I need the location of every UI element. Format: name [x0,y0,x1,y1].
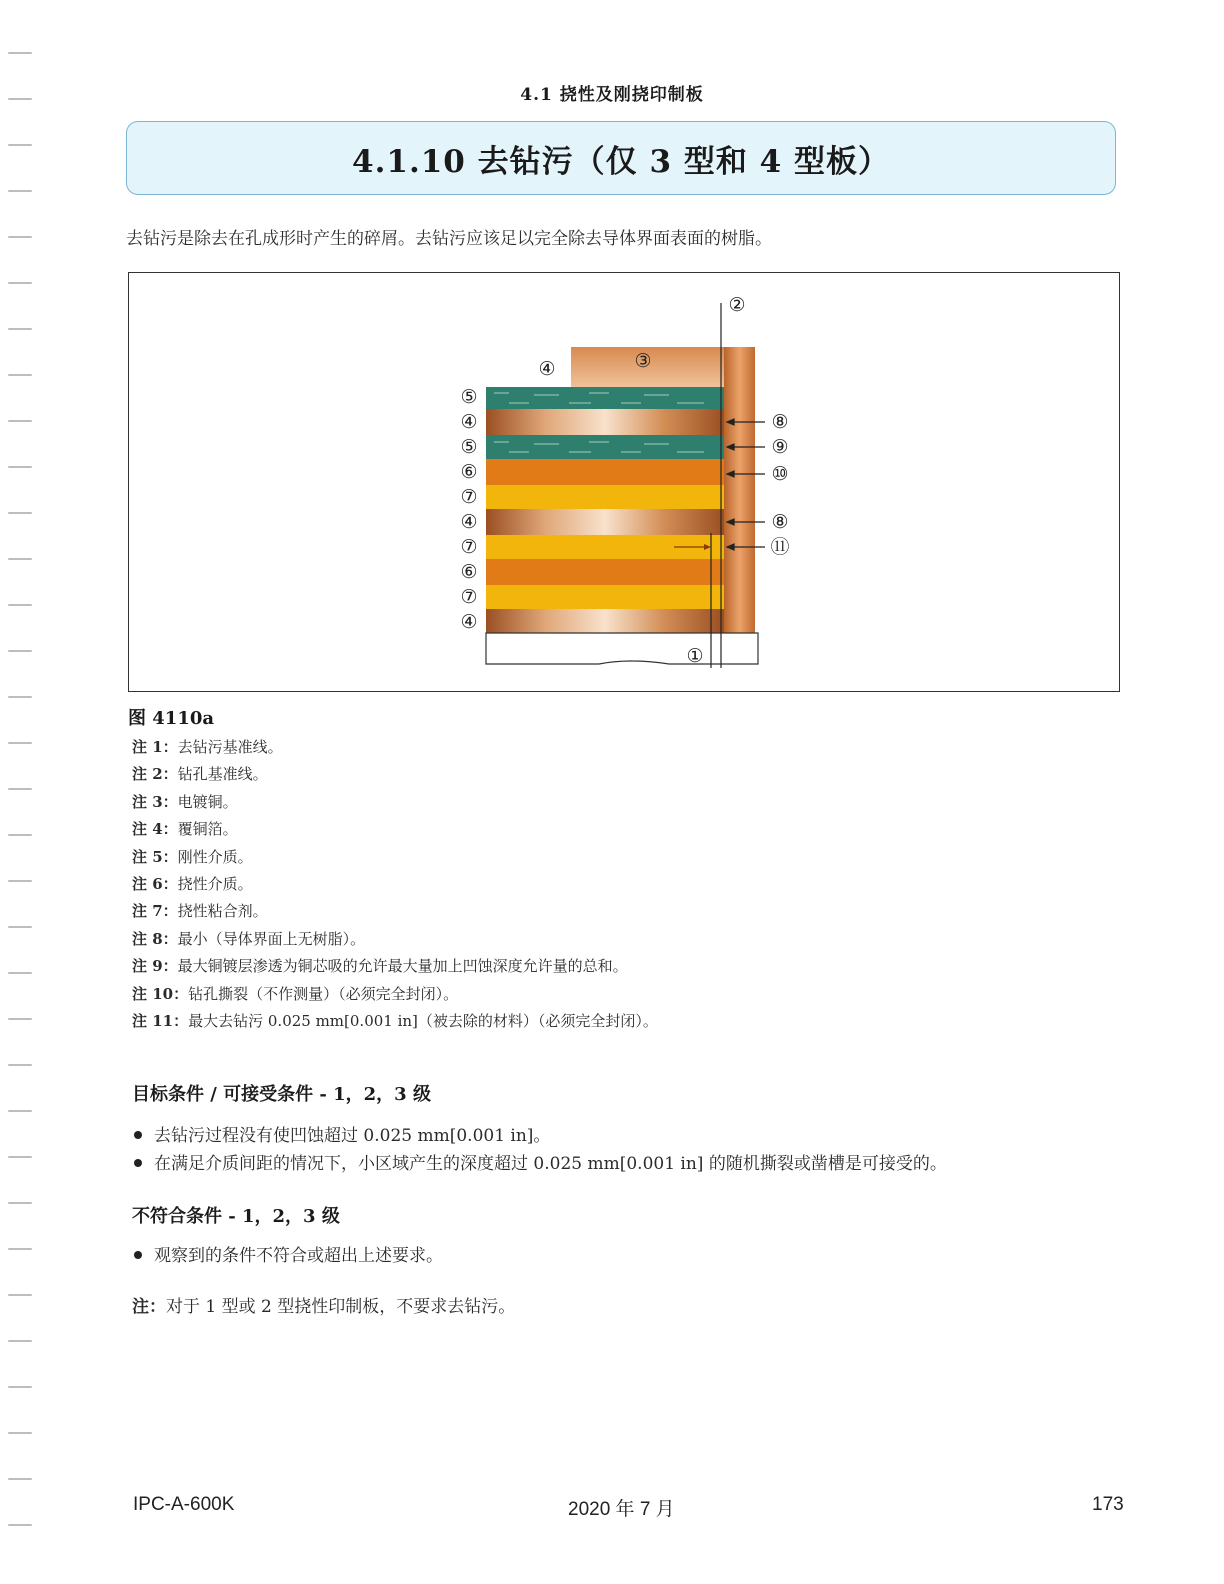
binding-tick [8,236,32,238]
binding-tick [8,834,32,836]
bullet-icon [134,1131,142,1139]
left-label-3: ⑤ [460,436,478,458]
binding-tick [8,650,32,652]
binding-tick [8,880,32,882]
layer-stack-diagram [129,273,1121,693]
bottom-label-1: ① [686,645,704,667]
left-label-1: ⑤ [460,386,478,408]
binding-tick [8,1524,32,1526]
target-heading: 目标条件 / 可接受条件 - 1，2，3 级 [132,1084,431,1105]
right-label-2: ⑨ [771,436,789,458]
left-label-7: ⑦ [460,536,478,558]
left-label-10: ④ [460,611,478,633]
binding-tick [8,512,32,514]
layer-flex-dielectric-2 [486,559,724,585]
nonconform-heading: 不符合条件 - 1，2，3 级 [132,1206,340,1227]
page-number: 173 [1092,1494,1124,1515]
note-item [132,1008,658,1035]
section-header: 4.1 挠性及刚挠印制板 [520,85,704,105]
layer-adhesive-1 [486,485,724,509]
bullet-item [134,1122,947,1150]
note-text: 最大铜镀层渗透为铜芯吸的允许最大量加上凹蚀深度允许量的总和。 [177,957,628,976]
note-item [132,898,658,925]
binding-tick [8,604,32,606]
left-label-6: ④ [460,511,478,533]
figure-caption: 图 4110a [128,708,215,729]
note-label: 注 8： [132,929,178,948]
note-item [132,981,658,1008]
note-label: 注 1： [132,738,178,756]
nonconform-bullets [134,1242,443,1270]
note-item [132,871,658,898]
right-label-3: ⑩ [771,463,789,485]
binding-tick [8,144,32,146]
note-item [132,926,658,953]
binding-tick [8,788,32,790]
plated-hole-wall [724,347,755,633]
binding-tick [8,282,32,284]
top-label-2: ② [728,294,746,316]
layer-copper-foil-3 [486,609,724,633]
layer-copper-foil-1 [486,409,724,435]
binding-tick [8,1202,32,1204]
note-text: 挠性粘合剂。 [177,902,268,921]
binding-tick [8,420,32,422]
note-text: 刚性介质。 [177,847,253,866]
bullet-item [134,1242,443,1270]
bullet-text: 观察到的条件不符合或超出上述要求。 [154,1246,443,1266]
note-text: 最小（导体界面上无树脂）。 [177,929,366,948]
title-box [126,121,1116,195]
note-item [132,953,658,980]
binding-tick [8,52,32,54]
left-label-9: ⑦ [460,586,478,608]
final-note [132,1292,515,1317]
binding-tick [8,696,32,698]
binding-tick [8,1156,32,1158]
left-label-4: ⑥ [460,461,478,483]
note-item [132,844,658,871]
binding-tick [8,466,32,468]
binding-tick [8,190,32,192]
note-text: 钻孔基准线。 [177,765,268,784]
binding-tick [8,1294,32,1296]
note-label: 注 7： [132,902,178,921]
binding-tick [8,1018,32,1020]
bullet-text: 去钻污过程没有使凹蚀超过 0.025 mm[0.001 in]。 [154,1126,551,1146]
notes-list [132,734,658,1035]
note-label: 注 5： [132,847,178,866]
binding-margin [0,0,44,1584]
right-label-4: ⑧ [771,511,789,533]
note-label: 注 6： [132,874,178,893]
note-label: 注 11： [132,1011,189,1030]
note-label: 注 4： [132,820,178,839]
figure-4110a [128,272,1120,692]
layer-copper-foil-2 [486,509,724,535]
target-bullets [134,1122,947,1178]
note-text: 钻孔撕裂（不作测量）（必须完全封闭）。 [188,984,459,1003]
binding-tick [8,328,32,330]
note-label: 注 10： [132,984,189,1003]
note-text: 去钻污基准线。 [177,738,283,756]
binding-tick [8,742,32,744]
layer-flex-dielectric-1 [486,459,724,485]
binding-tick [8,1386,32,1388]
left-label-5: ⑦ [460,486,478,508]
bullet-icon [134,1159,142,1167]
note-text: 最大去钻污 0.025 mm[0.001 in]（被去除的材料）（必须完全封闭）。 [188,1011,658,1030]
binding-tick [8,1478,32,1480]
base-substrate [486,633,758,664]
binding-tick [8,1248,32,1250]
page-title: 4.1.10 去钻污（仅 3 型和 4 型板） [352,143,890,180]
note-item [132,816,658,843]
binding-tick [8,972,32,974]
footer-date: 2020 年 7 月 [568,1499,675,1520]
top-label-4: ④ [538,358,556,380]
note-text: 电镀铜。 [177,792,238,811]
left-label-8: ⑥ [460,561,478,583]
intro-paragraph: 去钻污是除去在孔成形时产生的碎屑。去钻污应该足以完全除去导体界面表面的树脂。 [126,229,772,249]
note-label: 注 3： [132,792,178,811]
final-note-label: 注： [132,1297,166,1317]
top-label-3: ③ [634,350,652,372]
bullet-item [134,1150,947,1178]
note-label: 注 2： [132,765,178,784]
binding-tick [8,1340,32,1342]
note-text: 挠性介质。 [177,874,253,893]
left-label-2: ④ [460,411,478,433]
note-item [132,734,658,761]
footer-doc-id: IPC-A-600K [133,1494,235,1515]
note-text: 覆铜箔。 [177,820,238,839]
note-item [132,789,658,816]
layer-rigid-dielectric-1 [486,387,724,409]
binding-tick [8,1064,32,1066]
layer-rigid-dielectric-2 [486,435,724,459]
right-label-5: ⑪ [770,536,790,558]
bullet-text: 在满足介质间距的情况下，小区域产生的深度超过 0.025 mm[0.001 in] 的随机撕裂或凿槽是可接受的。 [154,1154,947,1174]
layer-adhesive-3 [486,585,724,609]
note-item [132,761,658,788]
note-label: 注 9： [132,957,178,976]
binding-tick [8,374,32,376]
binding-tick [8,558,32,560]
binding-tick [8,1432,32,1434]
binding-tick [8,1110,32,1112]
bullet-icon [134,1251,142,1259]
right-label-1: ⑧ [771,411,789,433]
final-note-text: 对于 1 型或 2 型挠性印制板，不要求去钻污。 [166,1297,516,1317]
binding-tick [8,926,32,928]
